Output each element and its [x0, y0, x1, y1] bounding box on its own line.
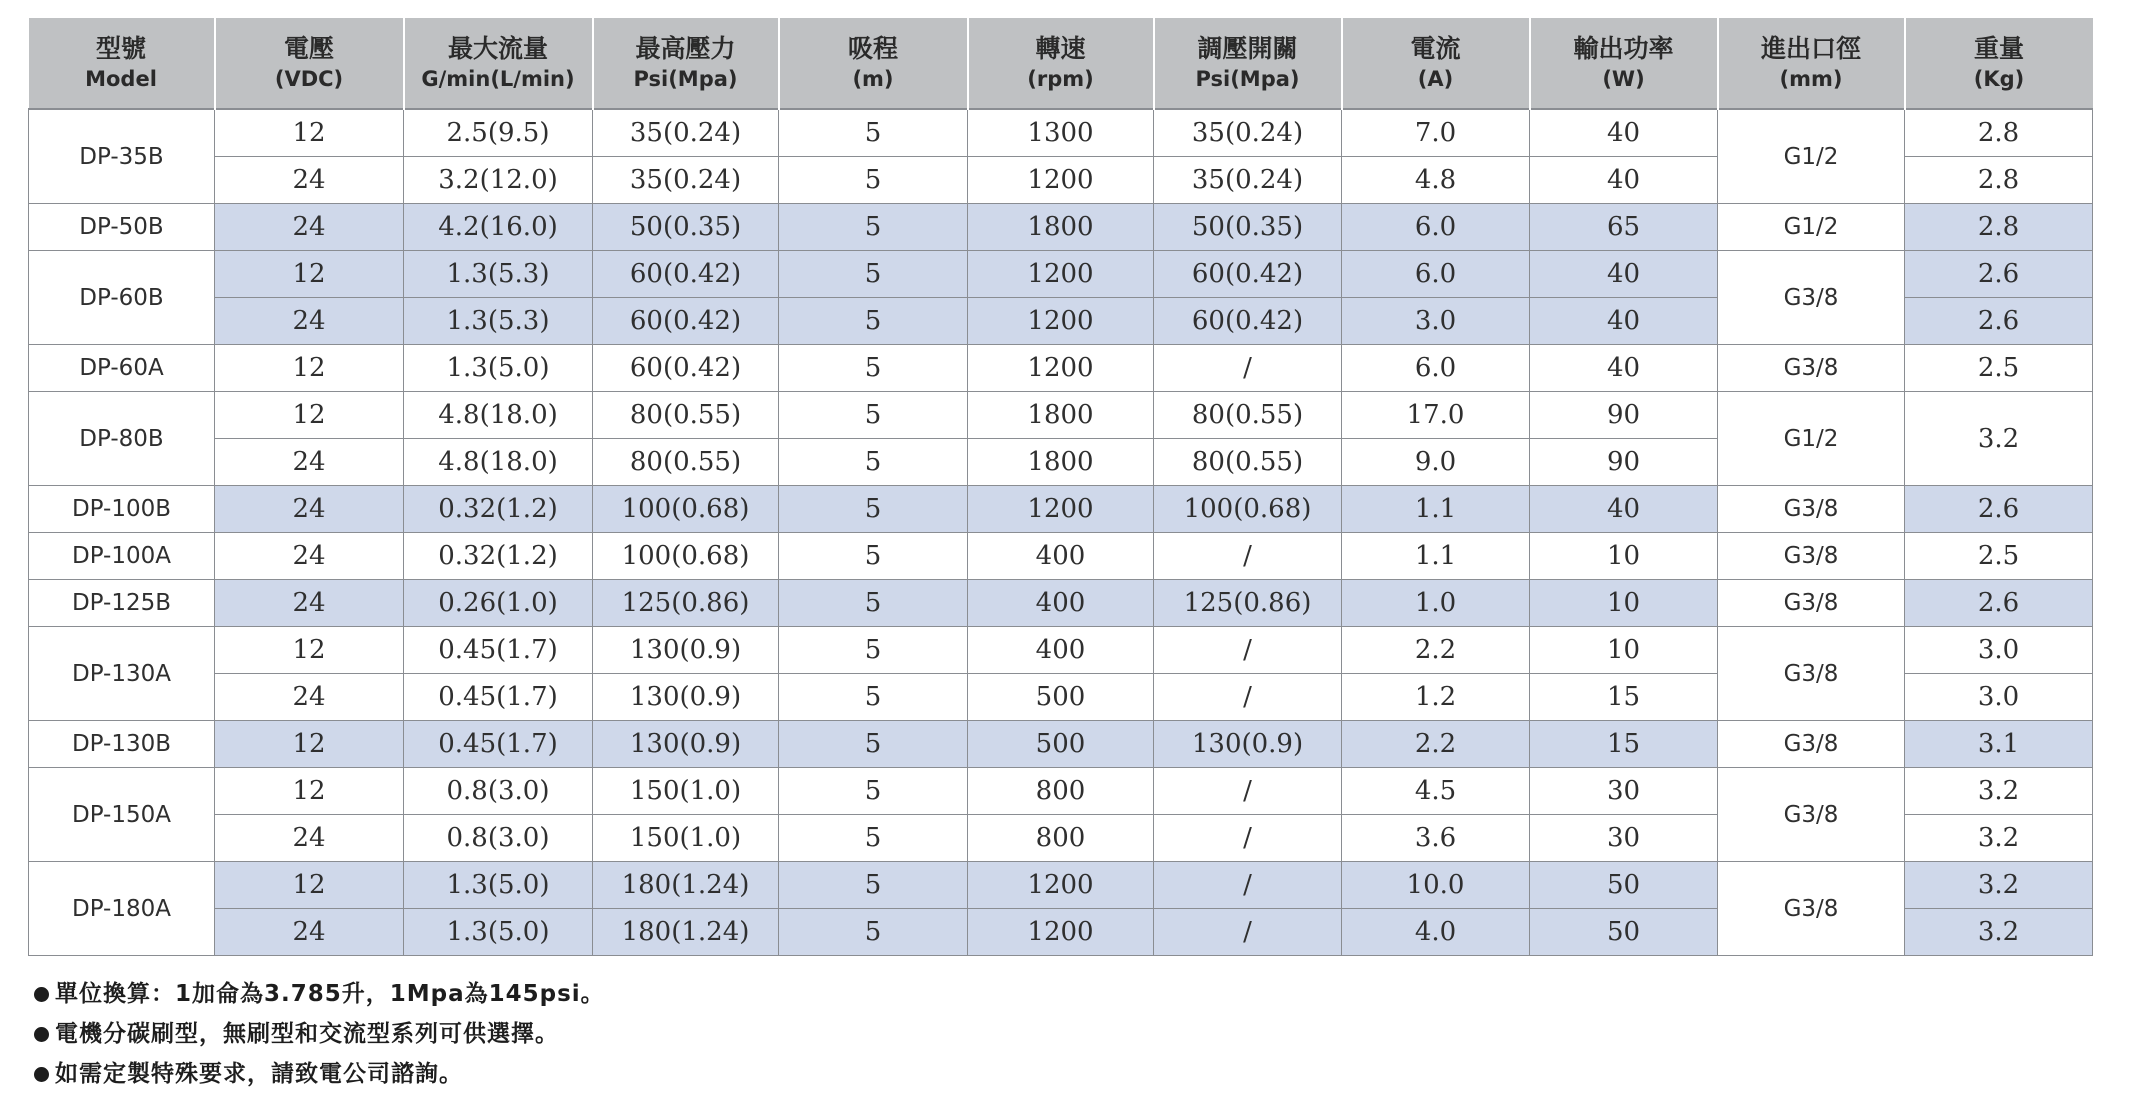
switch-cell: 35(0.24) — [1154, 157, 1342, 204]
voltage-cell: 24 — [215, 298, 404, 345]
note-item — [34, 1054, 605, 1094]
pressure-cell: 60(0.42) — [593, 251, 779, 298]
rpm-cell: 400 — [968, 533, 1154, 580]
suction-cell: 5 — [779, 204, 968, 251]
current-cell: 6.0 — [1342, 251, 1530, 298]
voltage-cell: 12 — [215, 109, 404, 157]
note-text: 單位換算：1加侖為3.785升，1Mpa為145psi。 — [55, 981, 605, 1007]
suction-cell: 5 — [779, 345, 968, 392]
rpm-cell: 500 — [968, 674, 1154, 721]
switch-cell: / — [1154, 815, 1342, 862]
table-row — [29, 204, 2093, 251]
voltage-cell: 12 — [215, 251, 404, 298]
suction-cell: 5 — [779, 109, 968, 157]
table-row — [29, 486, 2093, 533]
flow-cell: 0.32(1.2) — [404, 533, 593, 580]
rpm-cell: 400 — [968, 627, 1154, 674]
rpm-cell: 1200 — [968, 298, 1154, 345]
pressure-cell: 125(0.86) — [593, 580, 779, 627]
power-cell: 65 — [1530, 204, 1718, 251]
power-cell: 50 — [1530, 909, 1718, 956]
model-cell: DP-125B — [29, 580, 215, 627]
voltage-cell: 24 — [215, 815, 404, 862]
flow-cell: 2.5(9.5) — [404, 109, 593, 157]
flow-cell: 3.2(12.0) — [404, 157, 593, 204]
flow-cell: 0.8(3.0) — [404, 768, 593, 815]
header-max-pressure: 最高壓力 Psi(Mpa) — [593, 18, 779, 109]
weight-cell: 3.2 — [1905, 768, 2093, 815]
switch-cell: / — [1154, 909, 1342, 956]
weight-cell: 2.6 — [1905, 298, 2093, 345]
weight-cell: 2.8 — [1905, 204, 2093, 251]
switch-cell: / — [1154, 345, 1342, 392]
weight-cell: 2.8 — [1905, 109, 2093, 157]
port-size-cell: G3/8 — [1718, 768, 1905, 862]
voltage-cell: 24 — [215, 533, 404, 580]
port-size-cell: G1/2 — [1718, 204, 1905, 251]
suction-cell: 5 — [779, 909, 968, 956]
switch-cell: 80(0.55) — [1154, 392, 1342, 439]
rpm-cell: 1200 — [968, 909, 1154, 956]
voltage-cell: 12 — [215, 345, 404, 392]
model-cell: DP-130A — [29, 627, 215, 721]
table-row — [29, 721, 2093, 768]
table-row — [29, 862, 2093, 909]
flow-cell: 1.3(5.0) — [404, 909, 593, 956]
pressure-cell: 50(0.35) — [593, 204, 779, 251]
current-cell: 3.0 — [1342, 298, 1530, 345]
rpm-cell: 1800 — [968, 439, 1154, 486]
header-output-power: 輸出功率 (W) — [1530, 18, 1718, 109]
pump-spec-table — [28, 18, 2093, 956]
voltage-cell: 12 — [215, 862, 404, 909]
power-cell: 15 — [1530, 721, 1718, 768]
flow-cell: 1.3(5.0) — [404, 862, 593, 909]
note-text: 電機分碳刷型，無刷型和交流型系列可供選擇。 — [55, 1021, 559, 1047]
current-cell: 17.0 — [1342, 392, 1530, 439]
voltage-cell: 24 — [215, 909, 404, 956]
power-cell: 10 — [1530, 580, 1718, 627]
model-cell: DP-100B — [29, 486, 215, 533]
voltage-cell: 24 — [215, 674, 404, 721]
power-cell: 40 — [1530, 345, 1718, 392]
model-cell: DP-35B — [29, 109, 215, 204]
rpm-cell: 1200 — [968, 862, 1154, 909]
voltage-cell: 24 — [215, 204, 404, 251]
flow-cell: 0.45(1.7) — [404, 721, 593, 768]
current-cell: 2.2 — [1342, 721, 1530, 768]
model-cell: DP-80B — [29, 392, 215, 486]
pressure-cell: 60(0.42) — [593, 345, 779, 392]
rpm-cell: 1800 — [968, 204, 1154, 251]
switch-cell: 50(0.35) — [1154, 204, 1342, 251]
model-cell: DP-60B — [29, 251, 215, 345]
voltage-cell: 24 — [215, 580, 404, 627]
model-cell: DP-100A — [29, 533, 215, 580]
voltage-cell: 12 — [215, 627, 404, 674]
flow-cell: 0.32(1.2) — [404, 486, 593, 533]
suction-cell: 5 — [779, 251, 968, 298]
current-cell: 2.2 — [1342, 627, 1530, 674]
table-row — [29, 251, 2093, 298]
power-cell: 90 — [1530, 392, 1718, 439]
suction-cell: 5 — [779, 815, 968, 862]
voltage-cell: 24 — [215, 157, 404, 204]
weight-cell: 3.2 — [1905, 392, 2093, 486]
pressure-cell: 35(0.24) — [593, 109, 779, 157]
switch-cell: 80(0.55) — [1154, 439, 1342, 486]
weight-cell: 3.1 — [1905, 721, 2093, 768]
port-size-cell: G3/8 — [1718, 251, 1905, 345]
suction-cell: 5 — [779, 674, 968, 721]
header-model: 型號 Model — [29, 18, 215, 109]
suction-cell: 5 — [779, 768, 968, 815]
suction-cell: 5 — [779, 439, 968, 486]
header-weight: 重量 (Kg) — [1905, 18, 2093, 109]
current-cell: 3.6 — [1342, 815, 1530, 862]
flow-cell: 0.8(3.0) — [404, 815, 593, 862]
rpm-cell: 1300 — [968, 109, 1154, 157]
weight-cell: 3.0 — [1905, 674, 2093, 721]
flow-cell: 0.26(1.0) — [404, 580, 593, 627]
current-cell: 9.0 — [1342, 439, 1530, 486]
switch-cell: / — [1154, 674, 1342, 721]
rpm-cell: 1200 — [968, 345, 1154, 392]
weight-cell: 3.2 — [1905, 909, 2093, 956]
port-size-cell: G3/8 — [1718, 345, 1905, 392]
header-row — [29, 18, 2093, 109]
power-cell: 30 — [1530, 768, 1718, 815]
power-cell: 40 — [1530, 157, 1718, 204]
flow-cell: 0.45(1.7) — [404, 627, 593, 674]
switch-cell: 100(0.68) — [1154, 486, 1342, 533]
rpm-cell: 1800 — [968, 392, 1154, 439]
voltage-cell: 12 — [215, 768, 404, 815]
suction-cell: 5 — [779, 721, 968, 768]
weight-cell: 2.8 — [1905, 157, 2093, 204]
port-size-cell: G1/2 — [1718, 109, 1905, 204]
power-cell: 50 — [1530, 862, 1718, 909]
power-cell: 40 — [1530, 251, 1718, 298]
rpm-cell: 1200 — [968, 251, 1154, 298]
rpm-cell: 1200 — [968, 157, 1154, 204]
current-cell: 6.0 — [1342, 204, 1530, 251]
pressure-cell: 100(0.68) — [593, 533, 779, 580]
voltage-cell: 12 — [215, 721, 404, 768]
table-row — [29, 109, 2093, 157]
weight-cell: 2.5 — [1905, 345, 2093, 392]
pressure-cell: 130(0.9) — [593, 674, 779, 721]
note-text: 如需定製特殊要求，請致電公司諮詢。 — [55, 1061, 463, 1087]
flow-cell: 1.3(5.3) — [404, 251, 593, 298]
header-max-flow: 最大流量 G/min(L/min) — [404, 18, 593, 109]
port-size-cell: G3/8 — [1718, 533, 1905, 580]
rpm-cell: 800 — [968, 815, 1154, 862]
power-cell: 10 — [1530, 533, 1718, 580]
bullet-icon — [34, 987, 49, 1002]
notes-list — [34, 974, 605, 1094]
header-current: 電流 (A) — [1342, 18, 1530, 109]
note-item — [34, 1014, 605, 1054]
bullet-icon — [34, 1067, 49, 1082]
table-row — [29, 768, 2093, 815]
suction-cell: 5 — [779, 486, 968, 533]
pressure-cell: 130(0.9) — [593, 627, 779, 674]
suction-cell: 5 — [779, 298, 968, 345]
table-body — [29, 109, 2093, 956]
switch-cell: / — [1154, 862, 1342, 909]
header-voltage: 電壓 (VDC) — [215, 18, 404, 109]
switch-cell: / — [1154, 768, 1342, 815]
current-cell: 1.0 — [1342, 580, 1530, 627]
flow-cell: 4.8(18.0) — [404, 392, 593, 439]
bullet-icon — [34, 1027, 49, 1042]
suction-cell: 5 — [779, 533, 968, 580]
model-cell: DP-150A — [29, 768, 215, 862]
model-cell: DP-130B — [29, 721, 215, 768]
suction-cell: 5 — [779, 862, 968, 909]
current-cell: 4.8 — [1342, 157, 1530, 204]
port-size-cell: G3/8 — [1718, 580, 1905, 627]
pressure-cell: 80(0.55) — [593, 392, 779, 439]
flow-cell: 1.3(5.0) — [404, 345, 593, 392]
power-cell: 40 — [1530, 486, 1718, 533]
pressure-cell: 35(0.24) — [593, 157, 779, 204]
model-cell: DP-50B — [29, 204, 215, 251]
table-row — [29, 627, 2093, 674]
pressure-cell: 150(1.0) — [593, 768, 779, 815]
rpm-cell: 800 — [968, 768, 1154, 815]
current-cell: 7.0 — [1342, 109, 1530, 157]
table-row — [29, 533, 2093, 580]
weight-cell: 2.6 — [1905, 580, 2093, 627]
weight-cell: 3.2 — [1905, 815, 2093, 862]
switch-cell: / — [1154, 533, 1342, 580]
flow-cell: 4.8(18.0) — [404, 439, 593, 486]
rpm-cell: 400 — [968, 580, 1154, 627]
switch-cell: 60(0.42) — [1154, 298, 1342, 345]
weight-cell: 2.6 — [1905, 486, 2093, 533]
port-size-cell: G3/8 — [1718, 627, 1905, 721]
voltage-cell: 24 — [215, 439, 404, 486]
weight-cell: 3.2 — [1905, 862, 2093, 909]
suction-cell: 5 — [779, 392, 968, 439]
voltage-cell: 24 — [215, 486, 404, 533]
flow-cell: 0.45(1.7) — [404, 674, 593, 721]
current-cell: 1.1 — [1342, 486, 1530, 533]
weight-cell: 2.6 — [1905, 251, 2093, 298]
current-cell: 4.0 — [1342, 909, 1530, 956]
header-suction: 吸程 (m) — [779, 18, 968, 109]
switch-cell: 125(0.86) — [1154, 580, 1342, 627]
header-rpm: 轉速 (rpm) — [968, 18, 1154, 109]
table-row — [29, 345, 2093, 392]
current-cell: 1.2 — [1342, 674, 1530, 721]
pressure-cell: 130(0.9) — [593, 721, 779, 768]
pressure-cell: 80(0.55) — [593, 439, 779, 486]
port-size-cell: G1/2 — [1718, 392, 1905, 486]
table-row — [29, 392, 2093, 439]
current-cell: 4.5 — [1342, 768, 1530, 815]
model-cell: DP-60A — [29, 345, 215, 392]
rpm-cell: 1200 — [968, 486, 1154, 533]
pressure-cell: 150(1.0) — [593, 815, 779, 862]
power-cell: 40 — [1530, 298, 1718, 345]
flow-cell: 4.2(16.0) — [404, 204, 593, 251]
port-size-cell: G3/8 — [1718, 486, 1905, 533]
pressure-cell: 180(1.24) — [593, 909, 779, 956]
power-cell: 15 — [1530, 674, 1718, 721]
current-cell: 6.0 — [1342, 345, 1530, 392]
power-cell: 90 — [1530, 439, 1718, 486]
pressure-cell: 180(1.24) — [593, 862, 779, 909]
switch-cell: 35(0.24) — [1154, 109, 1342, 157]
suction-cell: 5 — [779, 157, 968, 204]
switch-cell: 60(0.42) — [1154, 251, 1342, 298]
current-cell: 1.1 — [1342, 533, 1530, 580]
pressure-cell: 60(0.42) — [593, 298, 779, 345]
flow-cell: 1.3(5.3) — [404, 298, 593, 345]
weight-cell: 3.0 — [1905, 627, 2093, 674]
power-cell: 30 — [1530, 815, 1718, 862]
header-port-size: 進出口徑 (mm) — [1718, 18, 1905, 109]
suction-cell: 5 — [779, 580, 968, 627]
model-cell: DP-180A — [29, 862, 215, 956]
port-size-cell: G3/8 — [1718, 721, 1905, 768]
power-cell: 10 — [1530, 627, 1718, 674]
switch-cell: / — [1154, 627, 1342, 674]
suction-cell: 5 — [779, 627, 968, 674]
current-cell: 10.0 — [1342, 862, 1530, 909]
voltage-cell: 12 — [215, 392, 404, 439]
pressure-cell: 100(0.68) — [593, 486, 779, 533]
weight-cell: 2.5 — [1905, 533, 2093, 580]
port-size-cell: G3/8 — [1718, 862, 1905, 956]
switch-cell: 130(0.9) — [1154, 721, 1342, 768]
table-row — [29, 580, 2093, 627]
rpm-cell: 500 — [968, 721, 1154, 768]
power-cell: 40 — [1530, 109, 1718, 157]
header-pressure-switch: 調壓開關 Psi(Mpa) — [1154, 18, 1342, 109]
note-item — [34, 974, 605, 1014]
